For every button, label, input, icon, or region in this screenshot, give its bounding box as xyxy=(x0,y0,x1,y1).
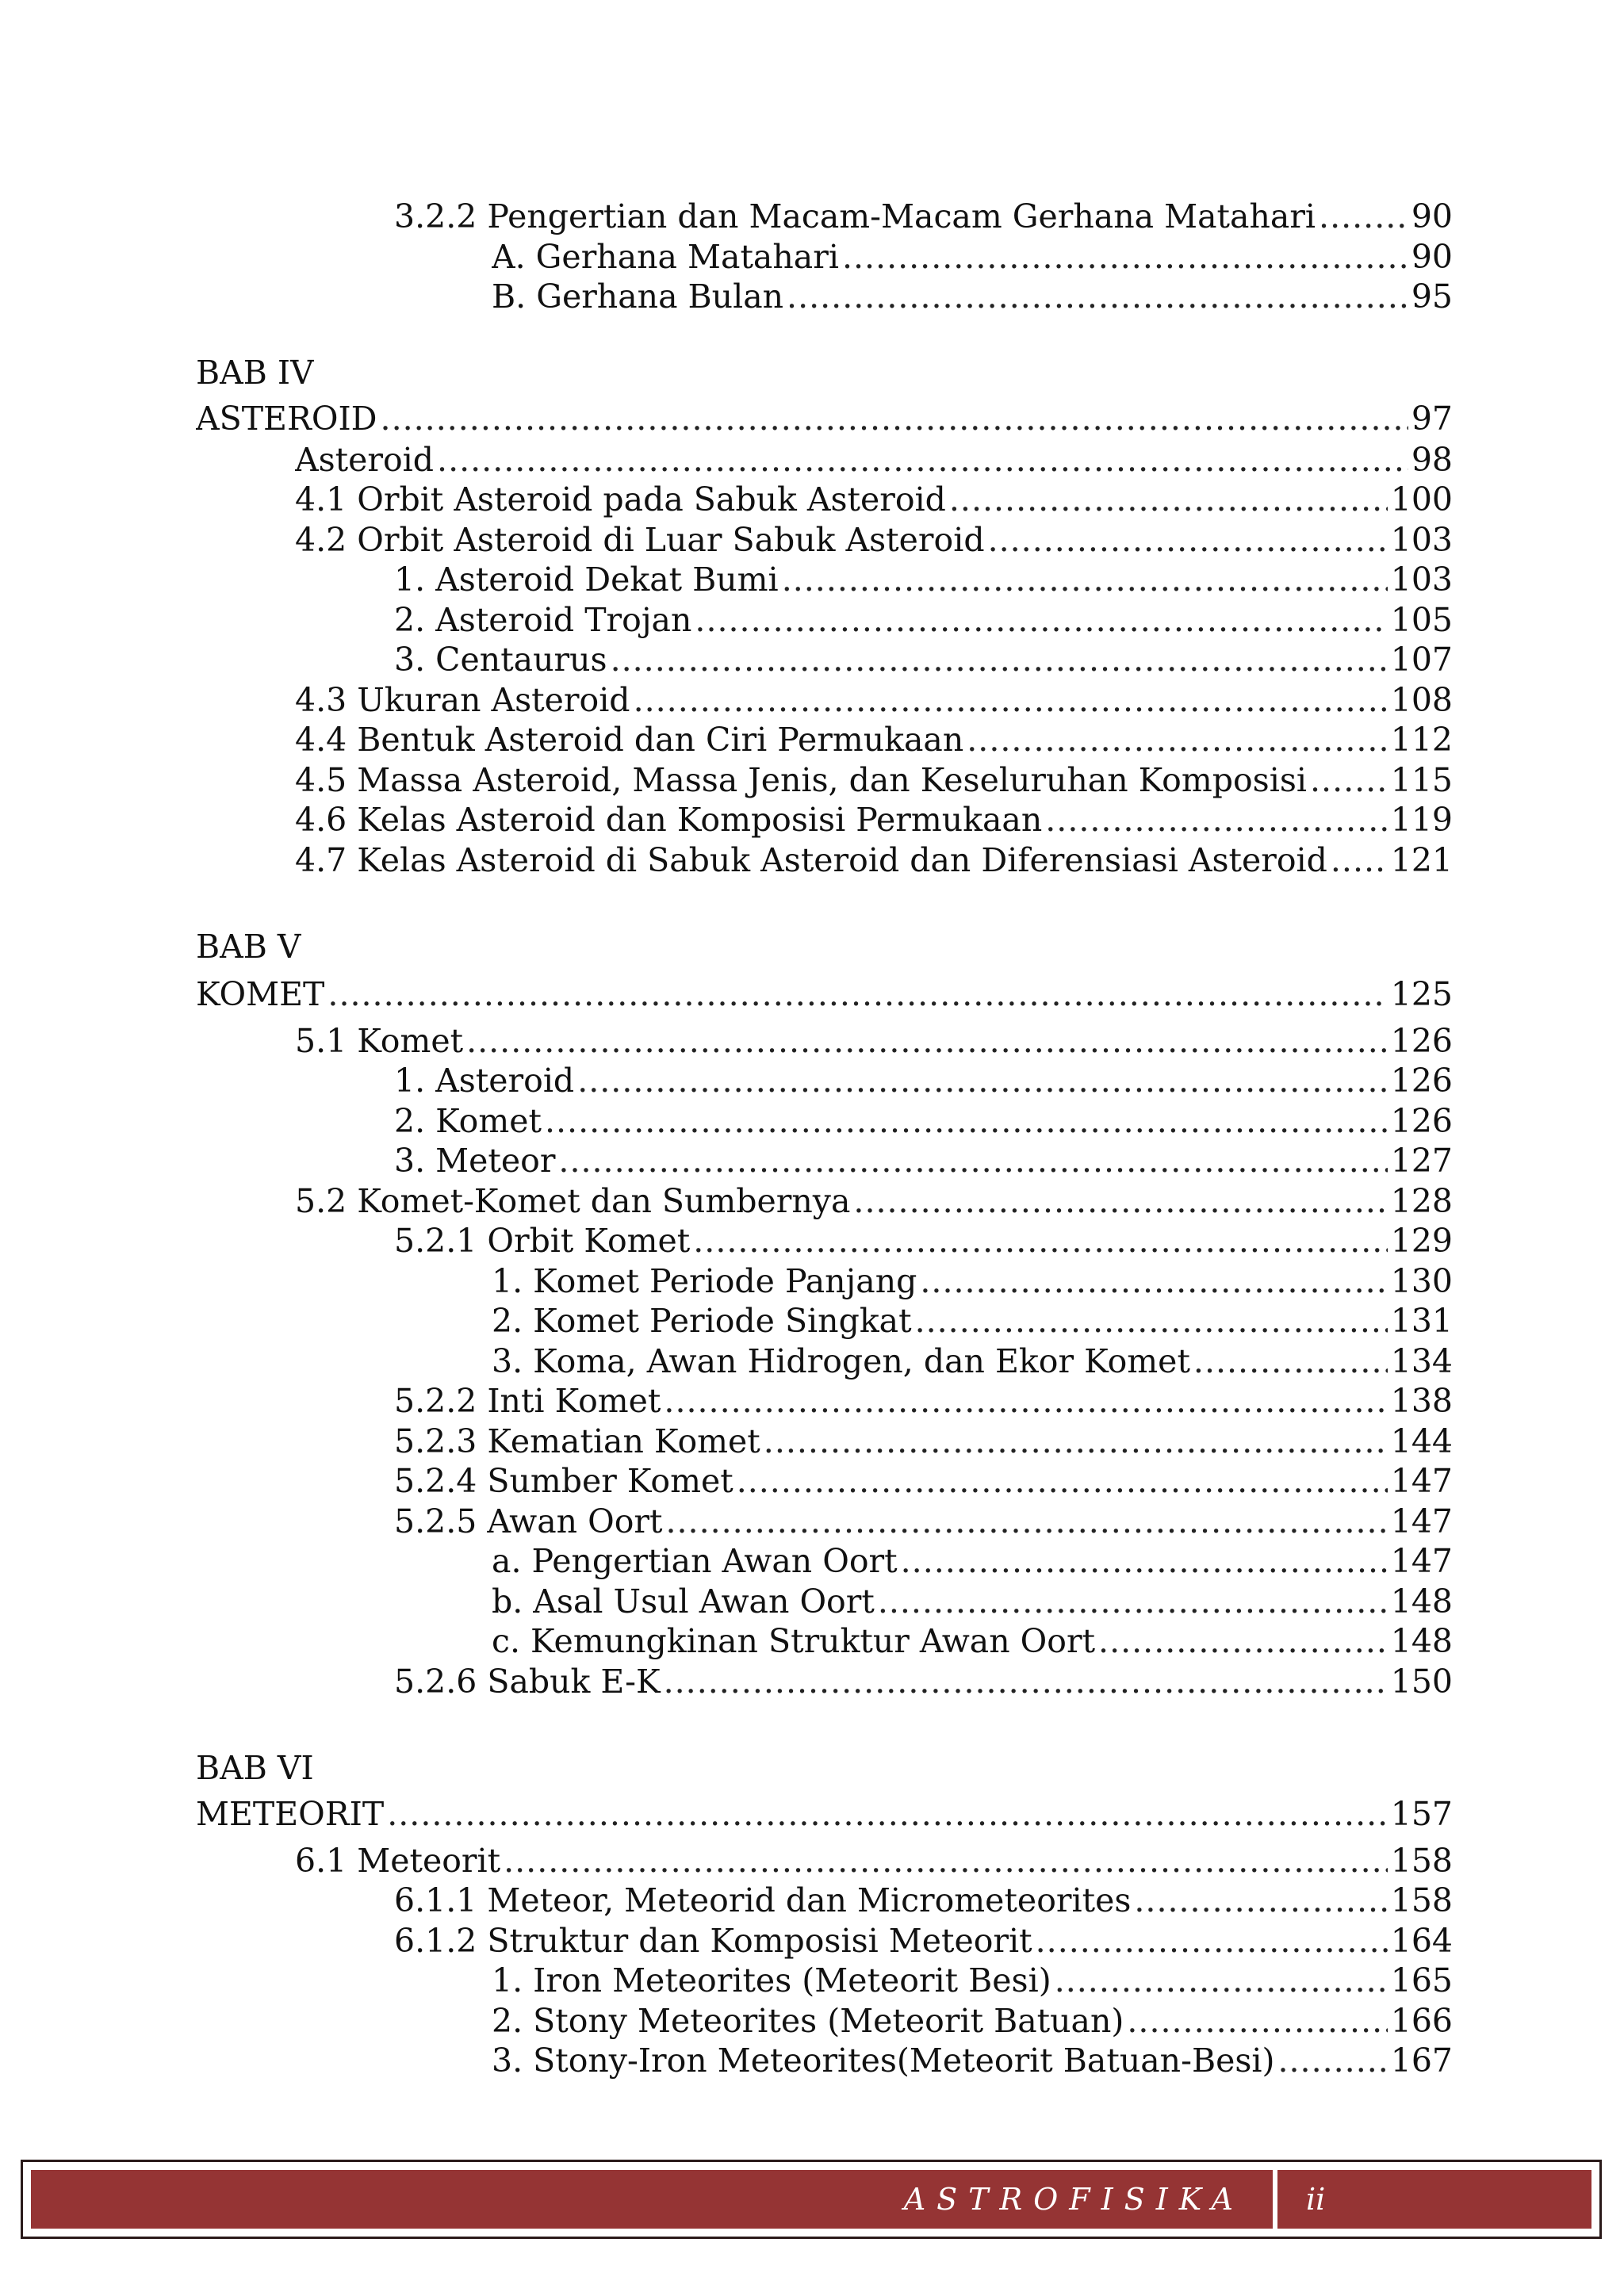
toc-entry[interactable] xyxy=(295,520,1453,560)
toc-entry-page: 115 xyxy=(1390,761,1453,799)
toc-entry-page: 121 xyxy=(1390,841,1453,879)
toc-entry-page: 98 xyxy=(1411,441,1453,479)
toc-entry[interactable] xyxy=(394,197,1453,236)
toc-entry-page: 126 xyxy=(1390,1062,1453,1100)
dot-leader xyxy=(558,1141,1387,1181)
dot-leader xyxy=(1134,1881,1387,1920)
dot-leader xyxy=(853,1181,1387,1221)
toc-entry[interactable] xyxy=(394,1061,1453,1100)
toc-entry[interactable] xyxy=(295,1181,1453,1221)
toc-entry-title: 5.2.1 Orbit Komet xyxy=(394,1222,691,1260)
toc-entry[interactable] xyxy=(295,440,1453,480)
toc-entry[interactable] xyxy=(492,1961,1453,2000)
toc-entry-page: 158 xyxy=(1390,1842,1453,1880)
toc-entry-title: ASTEROID xyxy=(196,400,377,438)
dot-leader xyxy=(1331,840,1388,880)
toc-entry[interactable] xyxy=(394,1101,1453,1141)
dot-leader xyxy=(695,600,1387,640)
toc-entry-title: 4.7 Kelas Asteroid di Sabuk Asteroid dan Diferensiasi Asteroid xyxy=(295,841,1327,879)
dot-leader xyxy=(664,1381,1387,1421)
toc-entry-title: 4.4 Bentuk Asteroid dan Ciri Permukaan xyxy=(295,721,964,759)
toc-entry[interactable] xyxy=(492,237,1453,277)
dot-leader xyxy=(634,680,1388,720)
toc-entry[interactable] xyxy=(295,1021,1453,1061)
chapter-heading: BAB IV xyxy=(196,354,314,392)
toc-entry[interactable] xyxy=(295,760,1453,800)
dot-leader xyxy=(901,1541,1388,1581)
toc-entry-page: 147 xyxy=(1390,1462,1453,1500)
toc-entry-page: 90 xyxy=(1411,238,1453,276)
toc-entry-title: 5.2.4 Sumber Komet xyxy=(394,1462,733,1500)
toc-entry[interactable] xyxy=(394,1662,1453,1701)
dot-leader xyxy=(466,1021,1388,1061)
toc-entry-title: 1. Komet Periode Panjang xyxy=(492,1262,917,1300)
toc-entry[interactable] xyxy=(196,974,1453,1014)
toc-entry-title: 6.1.1 Meteor, Meteorid dan Micrometeorites xyxy=(394,1881,1132,1919)
dot-leader xyxy=(1319,197,1408,236)
toc-entry[interactable] xyxy=(394,560,1453,599)
toc-entry-title: 5.1 Komet xyxy=(295,1022,464,1060)
toc-entry-page: 144 xyxy=(1390,1422,1453,1460)
toc-entry-title: 3. Meteor xyxy=(394,1142,556,1180)
toc-entry[interactable] xyxy=(492,2041,1453,2080)
toc-entry[interactable] xyxy=(295,680,1453,720)
toc-entry-page: 103 xyxy=(1390,521,1453,559)
toc-entry[interactable] xyxy=(492,1582,1453,1621)
toc-entry-page: 148 xyxy=(1390,1622,1453,1660)
toc-entry-title: b. Asal Usul Awan Oort xyxy=(492,1582,875,1621)
footer-page-number: ii xyxy=(1306,2182,1326,2217)
toc-entry-page: 134 xyxy=(1390,1342,1453,1380)
chapter-heading: BAB V xyxy=(196,928,301,966)
toc-entry-page: 126 xyxy=(1390,1102,1453,1140)
toc-entry-title: 2. Asteroid Trojan xyxy=(394,601,692,639)
toc-entry-title: 6.1.2 Struktur dan Komposisi Meteorit xyxy=(394,1922,1032,1960)
chapter-heading: BAB VI xyxy=(196,1749,314,1787)
toc-entry[interactable] xyxy=(394,1502,1453,1541)
toc-entry-page: 112 xyxy=(1390,721,1453,759)
toc-entry-title: 1. Iron Meteorites (Meteorit Besi) xyxy=(492,1961,1051,1999)
toc-entry-page: 129 xyxy=(1390,1222,1453,1260)
dot-leader xyxy=(1055,1961,1388,2000)
toc-entry-title: A. Gerhana Matahari xyxy=(492,238,839,276)
toc-entry-page: 105 xyxy=(1390,601,1453,639)
toc-entry-title: 2. Stony Meteorites (Meteorit Batuan) xyxy=(492,2002,1124,2040)
toc-entry[interactable] xyxy=(394,1221,1453,1261)
toc-entry-page: 95 xyxy=(1411,277,1453,316)
toc-entry-title: METEORIT xyxy=(196,1795,385,1833)
dot-leader xyxy=(545,1101,1388,1141)
toc-entry[interactable] xyxy=(492,1621,1453,1661)
toc-entry[interactable] xyxy=(295,840,1453,880)
dot-leader xyxy=(782,560,1388,599)
toc-entry-title: B. Gerhana Bulan xyxy=(492,277,784,316)
toc-entry-title: 5.2.3 Kematian Komet xyxy=(394,1422,760,1460)
dot-leader xyxy=(1193,1341,1388,1381)
toc-entry-title: a. Pengertian Awan Oort xyxy=(492,1542,898,1580)
toc-entry[interactable] xyxy=(492,2001,1453,2041)
dot-leader xyxy=(949,480,1388,519)
toc-entry-title: 1. Asteroid xyxy=(394,1062,575,1100)
dot-leader xyxy=(1045,800,1387,840)
toc-entry-title: 2. Komet Periode Singkat xyxy=(492,1302,912,1340)
footer-bar xyxy=(31,2170,1591,2229)
toc-entry[interactable] xyxy=(492,277,1453,316)
toc-entry-title: 4.2 Orbit Asteroid di Luar Sabuk Asteroid xyxy=(295,521,985,559)
footer-book-title: ASTROFISIKA xyxy=(903,2182,1244,2217)
toc-entry[interactable] xyxy=(196,399,1453,438)
toc-entry-page: 126 xyxy=(1390,1022,1453,1060)
toc-entry-page: 164 xyxy=(1390,1922,1453,1960)
toc-entry-page: 90 xyxy=(1411,197,1453,235)
toc-entry-page: 130 xyxy=(1390,1262,1453,1300)
toc-entry[interactable] xyxy=(492,1541,1453,1581)
toc-entry-title: 5.2 Komet-Komet dan Sumbernya xyxy=(295,1182,851,1220)
toc-entry[interactable] xyxy=(394,1141,1453,1181)
toc-entry[interactable] xyxy=(394,1921,1453,1961)
toc-entry-title: 4.3 Ukuran Asteroid xyxy=(295,681,630,719)
dot-leader xyxy=(504,1841,1388,1881)
toc-entry-page: 97 xyxy=(1411,400,1453,438)
dot-leader xyxy=(1310,760,1388,800)
dot-leader xyxy=(577,1061,1388,1100)
toc-entry-page: 148 xyxy=(1390,1582,1453,1621)
toc-entry-page: 103 xyxy=(1390,561,1453,599)
dot-leader xyxy=(693,1221,1387,1261)
dot-leader xyxy=(1127,2001,1387,2041)
toc-entry-page: 100 xyxy=(1390,480,1453,519)
toc-entry-title: 5.2.5 Awan Oort xyxy=(394,1502,663,1540)
toc-entry[interactable] xyxy=(394,640,1453,679)
dot-leader xyxy=(1098,1621,1388,1661)
dot-leader xyxy=(764,1422,1388,1461)
toc-entry-title: 3. Koma, Awan Hidrogen, dan Ekor Komet xyxy=(492,1342,1190,1380)
dot-leader xyxy=(988,520,1388,560)
toc-entry-title: 5.2.6 Sabuk E-K xyxy=(394,1663,661,1701)
dot-leader xyxy=(664,1662,1388,1701)
toc-entry-title: 4.1 Orbit Asteroid pada Sabuk Asteroid xyxy=(295,480,946,519)
toc-entry[interactable] xyxy=(492,1261,1453,1301)
toc-entry[interactable] xyxy=(394,600,1453,640)
dot-leader xyxy=(387,1794,1388,1834)
toc-entry-page: 147 xyxy=(1390,1502,1453,1540)
dot-leader xyxy=(967,720,1387,760)
toc-entry-page: 127 xyxy=(1390,1142,1453,1180)
toc-entry-page: 167 xyxy=(1390,2042,1453,2080)
toc-entry-title: 1. Asteroid Dekat Bumi xyxy=(394,561,779,599)
page-footer xyxy=(21,2160,1602,2239)
toc-entry[interactable] xyxy=(394,1881,1453,1920)
toc-entry-title: c. Kemungkinan Struktur Awan Oort xyxy=(492,1622,1096,1660)
toc-entry[interactable] xyxy=(394,1381,1453,1421)
dot-leader xyxy=(878,1582,1388,1621)
toc-entry-page: 107 xyxy=(1390,641,1453,679)
toc-entry[interactable] xyxy=(295,720,1453,760)
toc-entry-page: 131 xyxy=(1390,1302,1453,1340)
toc-entry[interactable] xyxy=(196,1794,1453,1834)
toc-entry[interactable] xyxy=(394,1461,1453,1501)
toc-entry[interactable] xyxy=(492,1301,1453,1341)
toc-entry-page: 128 xyxy=(1390,1182,1453,1220)
dot-leader xyxy=(327,974,1387,1014)
toc-entry-title: 5.2.2 Inti Komet xyxy=(394,1382,661,1420)
dot-leader xyxy=(1036,1921,1388,1961)
dot-leader xyxy=(787,277,1408,316)
dot-leader xyxy=(611,640,1388,679)
dot-leader xyxy=(381,399,1408,438)
toc-entry-page: 165 xyxy=(1390,1961,1453,1999)
toc-entry-title: 3. Centaurus xyxy=(394,641,607,679)
toc-entry-title: 4.6 Kelas Asteroid dan Komposisi Permukaan xyxy=(295,801,1043,839)
dot-leader xyxy=(737,1461,1388,1501)
toc-entry[interactable] xyxy=(295,800,1453,840)
toc-entry[interactable] xyxy=(394,1422,1453,1461)
toc-entry-page: 150 xyxy=(1390,1663,1453,1701)
toc-entry-page: 147 xyxy=(1390,1542,1453,1580)
toc-entry[interactable] xyxy=(492,1341,1453,1381)
toc-entry-page: 166 xyxy=(1390,2002,1453,2040)
toc-entry-page: 125 xyxy=(1390,975,1453,1013)
toc-entry-title: 4.5 Massa Asteroid, Massa Jenis, dan Keseluruhan Komposisi xyxy=(295,761,1307,799)
dot-leader xyxy=(842,237,1408,277)
toc-entry-title: 6.1 Meteorit xyxy=(295,1842,501,1880)
toc-entry[interactable] xyxy=(295,480,1453,519)
toc-entry-page: 108 xyxy=(1390,681,1453,719)
dot-leader xyxy=(920,1261,1387,1301)
dot-leader xyxy=(437,440,1408,480)
dot-leader xyxy=(915,1301,1388,1341)
toc-entry-page: 119 xyxy=(1390,801,1453,839)
toc-entry-title: Asteroid xyxy=(295,441,435,479)
toc-entry-title: 2. Komet xyxy=(394,1102,542,1140)
toc-entry[interactable] xyxy=(295,1841,1453,1881)
toc-entry-title: KOMET xyxy=(196,975,325,1013)
dot-leader xyxy=(1277,2041,1387,2080)
toc-entry-title: 3. Stony-Iron Meteorites(Meteorit Batuan-Besi) xyxy=(492,2042,1275,2080)
toc-entry-page: 138 xyxy=(1390,1382,1453,1420)
dot-leader xyxy=(665,1502,1387,1541)
toc-entry-page: 157 xyxy=(1390,1795,1453,1833)
toc-entry-page: 158 xyxy=(1390,1881,1453,1919)
toc-entry-title: 3.2.2 Pengertian dan Macam-Macam Gerhana Matahari xyxy=(394,197,1316,235)
